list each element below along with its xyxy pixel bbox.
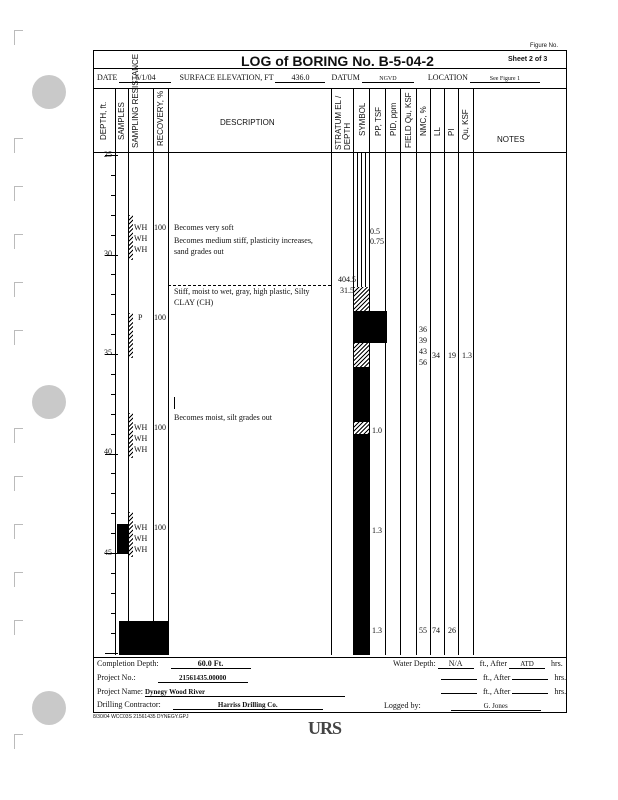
sampling-resistance-value: WH xyxy=(134,534,148,543)
recovery-value: 100 xyxy=(154,313,166,322)
description-text: CLAY (CH) xyxy=(174,298,214,307)
depth-minor-tick xyxy=(111,414,116,415)
depth-major-tick xyxy=(105,653,118,654)
depth-minor-tick xyxy=(111,334,116,335)
depth-minor-tick xyxy=(111,374,116,375)
pocket-pen-value: 1.3 xyxy=(372,626,382,635)
water-depth-value: N/A xyxy=(438,659,474,669)
header-row xyxy=(97,73,563,83)
location-label: LOCATION xyxy=(427,73,468,82)
datum-label: DATUM xyxy=(331,73,360,82)
logged-by: Logged by: G. Jones xyxy=(384,701,541,711)
depth-label: 35 xyxy=(104,348,112,357)
col-line xyxy=(115,88,116,655)
sampling-resistance-value: WH xyxy=(134,423,148,432)
project-number: Project No.: 21561435.00000 xyxy=(97,673,248,683)
datum-value: NGVD xyxy=(362,76,414,83)
col-line xyxy=(128,88,129,655)
depth-minor-tick xyxy=(111,215,116,216)
stratum-elevation: 404.5 xyxy=(338,275,356,284)
symbol-fill xyxy=(354,434,369,655)
location-value: See Figure 1 xyxy=(470,76,540,83)
margin-tick xyxy=(14,572,23,587)
plasticity-index-value: 19 xyxy=(448,351,456,360)
depth-major-tick xyxy=(105,255,118,256)
margin-tick xyxy=(14,476,23,491)
depth-minor-tick xyxy=(111,573,116,574)
pocket-pen-value: 1.3 xyxy=(372,526,382,535)
pocket-pen-value: 1.0 xyxy=(372,426,382,435)
sample-interval xyxy=(129,313,133,358)
depth-minor-tick xyxy=(111,633,116,634)
completion-depth: Completion Depth: 60.0 Ft. xyxy=(97,659,251,669)
col-header-field-qu: FIELD Qu, KSF xyxy=(404,92,413,148)
col-header-samples: SAMPLES xyxy=(117,102,126,140)
depth-minor-tick xyxy=(111,493,116,494)
liquid-limit-value: 34 xyxy=(432,351,440,360)
description-text: Becomes very soft xyxy=(174,223,234,232)
completion-depth-value: 60.0 Ft. xyxy=(171,659,251,669)
depth-major-tick xyxy=(105,155,118,156)
urs-logo: URS xyxy=(308,718,342,738)
project-number-value: 21561435.00000 xyxy=(158,674,248,683)
symbol-hatch xyxy=(354,287,369,311)
col-header-notes: NOTES xyxy=(497,135,525,144)
col-line xyxy=(444,88,445,655)
sample-interval xyxy=(129,413,133,458)
margin-tick xyxy=(14,620,23,635)
header-rule xyxy=(93,88,566,89)
description-text: Becomes moist, silt grades out xyxy=(174,413,272,422)
water-row-3: ft., After hrs. xyxy=(441,687,566,696)
margin-tick xyxy=(14,282,23,297)
col-line xyxy=(168,88,169,655)
depth-minor-tick xyxy=(111,513,116,514)
recovery-value: 100 xyxy=(154,423,166,432)
depth-minor-tick xyxy=(111,274,116,275)
col-header-stratum: STRATUM EL / DEPTH xyxy=(334,95,352,150)
sampling-resistance-value: WH xyxy=(134,434,148,443)
col-header-pid: PID, ppm xyxy=(389,102,398,136)
binder-hole xyxy=(32,75,66,109)
depth-minor-tick xyxy=(111,593,116,594)
moisture-value: 43 xyxy=(419,347,427,356)
date-label: DATE xyxy=(97,73,118,82)
depth-minor-tick xyxy=(111,533,116,534)
column-head-rule xyxy=(93,152,566,153)
col-header-depth: DEPTH, ft. xyxy=(99,101,108,140)
depth-major-tick xyxy=(105,354,118,355)
title-rule xyxy=(93,68,566,69)
margin-tick xyxy=(14,734,23,749)
description-text: Becomes medium stiff, plasticity increases, xyxy=(174,236,313,245)
depth-minor-tick xyxy=(111,613,116,614)
project-name: Project Name: Dynegy Wood River xyxy=(97,687,345,697)
date-value: 6/1/04 xyxy=(119,73,171,83)
sheet-number: Sheet 2 of 3 xyxy=(508,56,548,63)
col-line xyxy=(331,88,332,655)
moisture-value: 55 xyxy=(419,626,427,635)
depth-label: 40 xyxy=(104,447,112,456)
depth-minor-tick xyxy=(111,195,116,196)
elevation-label: SURFACE ELEVATION, FT xyxy=(179,73,274,82)
col-header-description: DESCRIPTION xyxy=(220,118,275,127)
description-text: Stiff, moist to wet, gray, high plastic, Silty xyxy=(174,287,310,296)
symbol-line xyxy=(357,152,358,287)
sampling-resistance-value: WH xyxy=(134,445,148,454)
margin-tick xyxy=(14,186,23,201)
depth-minor-tick xyxy=(111,235,116,236)
moisture-value: 36 xyxy=(419,325,427,334)
col-header-sampling-resistance: SAMPLING RESISTANCE xyxy=(131,53,140,148)
moisture-value: 56 xyxy=(419,358,427,367)
col-line xyxy=(416,88,417,655)
recovery-value: 100 xyxy=(154,523,166,532)
col-header-nmc: NMC, % xyxy=(419,106,428,136)
col-header-recovery: RECOVERY, % xyxy=(156,90,165,146)
margin-tick xyxy=(14,138,23,153)
symbol-hatch xyxy=(354,422,369,434)
binder-hole xyxy=(32,691,66,725)
col-line xyxy=(385,88,386,655)
col-line xyxy=(458,88,459,655)
col-line xyxy=(153,88,154,655)
qu-value: 1.3 xyxy=(462,351,472,360)
depth-minor-tick xyxy=(111,473,116,474)
margin-tick xyxy=(14,524,23,539)
margin-tick xyxy=(14,234,23,249)
margin-tick xyxy=(14,330,23,345)
sampling-resistance-value: P xyxy=(138,313,143,322)
margin-tick xyxy=(14,30,23,45)
after-value: ATD xyxy=(509,660,545,669)
depth-minor-tick xyxy=(111,434,116,435)
elevation-value: 436.0 xyxy=(275,73,325,83)
stratum-depth: 31.5 xyxy=(340,286,354,295)
file-reference: 8/30/04 WCC03S 21561435 DYNEGY.GPJ xyxy=(93,714,189,720)
symbol-line xyxy=(361,152,362,287)
contractor-value: Harriss Drilling Co. xyxy=(173,701,323,710)
col-line xyxy=(473,88,474,655)
sampling-resistance-value: WH xyxy=(134,234,148,243)
col-line xyxy=(400,88,401,655)
col-line xyxy=(430,88,431,655)
col-header-pp: PP, TSF xyxy=(374,106,383,136)
col-header-pi: PI xyxy=(447,128,456,136)
symbol-hatch xyxy=(354,343,369,367)
drilling-contractor: Drilling Contractor: Harriss Drilling Co. xyxy=(97,700,323,710)
binder-hole xyxy=(32,385,66,419)
depth-minor-tick xyxy=(111,175,116,176)
liquid-limit-value: 74 xyxy=(432,626,440,635)
depth-label: 45 xyxy=(104,548,112,557)
water-depth: Water Depth: N/A ft., After ATD hrs. xyxy=(393,659,563,668)
stratum-boundary xyxy=(168,285,331,286)
col-header-qu: Qu, KSF xyxy=(461,109,470,140)
sample-interval xyxy=(129,215,133,260)
symbol-line xyxy=(365,152,366,287)
depth-minor-tick xyxy=(111,314,116,315)
figure-number: Figure No. xyxy=(530,43,559,49)
sampling-resistance-value: WH xyxy=(134,245,148,254)
water-row-2: ft., After hrs. xyxy=(441,673,566,682)
depth-minor-tick xyxy=(111,394,116,395)
depth-label: 25 xyxy=(104,150,112,159)
sample-block xyxy=(117,524,129,554)
moisture-value: 39 xyxy=(419,336,427,345)
margin-tick xyxy=(14,428,23,443)
symbol-fill xyxy=(354,367,369,422)
depth-minor-tick xyxy=(111,294,116,295)
pocket-pen-value: 0.5 xyxy=(370,227,380,236)
sampling-resistance-value: WH xyxy=(134,545,148,554)
description-text: sand grades out xyxy=(174,247,224,256)
col-header-ll: LL xyxy=(433,127,442,136)
col-header-symbol: SYMBOL xyxy=(358,102,367,136)
project-name-value: Dynegy Wood River xyxy=(145,688,345,697)
recovery-value: 100 xyxy=(154,223,166,232)
depth-label: 30 xyxy=(104,249,112,258)
description-marker xyxy=(174,397,175,409)
sample-block xyxy=(119,621,169,655)
sampling-resistance-value: WH xyxy=(134,223,148,232)
page-title: LOG of BORING No. B-5-04-2 xyxy=(241,53,434,69)
plasticity-index-value: 26 xyxy=(448,626,456,635)
col-line xyxy=(369,88,370,655)
pocket-pen-value: 0.75 xyxy=(370,237,384,246)
logged-by-value: G. Jones xyxy=(451,702,541,711)
symbol-fill xyxy=(354,311,387,343)
depth-major-tick xyxy=(105,454,118,455)
sampling-resistance-value: WH xyxy=(134,523,148,532)
sample-interval xyxy=(129,512,133,557)
